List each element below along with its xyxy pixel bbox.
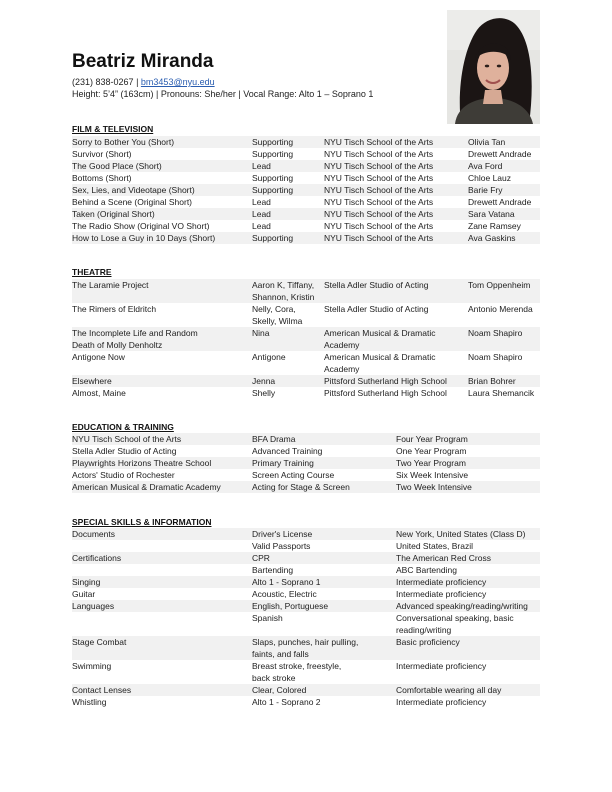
edu-program: Primary Training [252,458,314,468]
film-school: NYU Tisch School of the Arts [324,137,434,147]
film-role: Supporting [252,233,294,243]
skill-detail: Clear, Colored [252,685,307,695]
play-title: The Laramie Project [72,280,149,290]
skill-detail: Driver's License [252,529,313,539]
table-row [72,208,540,220]
film-school: NYU Tisch School of the Arts [324,185,434,195]
table-row [72,600,540,612]
edu-length: One Year Program [396,446,467,456]
film-director: Ava Gaskins [468,233,516,243]
film-director: Ava Ford [468,161,503,171]
table-row [72,279,540,303]
play-role: Aaron K, Tiffany, [252,280,315,290]
play-title-cont: Death of Molly Denholtz [72,340,163,350]
play-venue-cont: Academy [324,340,360,350]
film-school: NYU Tisch School of the Arts [324,161,434,171]
play-venue: American Musical & Dramatic [324,352,436,362]
edu-program: Screen Acting Course [252,470,335,480]
skill-detail-cont: back stroke [252,673,296,683]
play-role: Nelly, Cora, [252,304,296,314]
film-title: Behind a Scene (Original Short) [72,197,193,207]
play-role: Shelly [252,388,276,398]
skill-detail: Spanish [252,613,283,623]
play-role: Jenna [252,376,276,386]
play-venue-cont: Academy [324,364,360,374]
film-director: Zane Ramsey [468,221,521,231]
film-role: Lead [252,197,271,207]
edu-length: Six Week Intensive [396,470,469,480]
film-title: Taken (Original Short) [72,209,155,219]
play-title: The Rimers of Eldritch [72,304,157,314]
table-row [72,612,540,636]
play-venue: Stella Adler Studio of Acting [324,304,429,314]
table-row [72,160,540,172]
film-title: Bottoms (Short) [72,173,132,183]
edu-school: NYU Tisch School of the Arts [72,434,182,444]
table-row [72,220,540,232]
physical-details: Height: 5’4” (163cm) | Pronouns: She/her | Vocal Range: Alto 1 – Soprano 1 [72,89,374,99]
table-row [72,327,540,351]
skill-label: Singing [72,577,101,587]
table-row [72,576,540,588]
play-venue: American Musical & Dramatic [324,328,436,338]
table-row [72,387,540,399]
play-role-cont: Skelly, Wilma [252,316,303,326]
skill-level: New York, United States (Class D) [396,529,526,539]
film-school: NYU Tisch School of the Arts [324,149,434,159]
play-director: Laura Shemancik [468,388,535,398]
film-role: Lead [252,209,271,219]
edu-school: Actors' Studio of Rochester [72,470,175,480]
table-row [72,433,540,445]
edu-program: BFA Drama [252,434,296,444]
contact-line [72,76,215,88]
skill-level: Intermediate proficiency [396,589,487,599]
skill-label: Stage Combat [72,637,127,647]
skill-label: Certifications [72,553,122,563]
skill-level: Intermediate proficiency [396,577,487,587]
edu-school: Stella Adler Studio of Acting [72,446,177,456]
film-director: Barie Fry [468,185,503,195]
skill-level: United States, Brazil [396,541,474,551]
education-table [72,433,540,493]
table-row [72,445,540,457]
play-venue: Stella Adler Studio of Acting [324,280,429,290]
table-row [72,469,540,481]
actor-name: Beatriz Miranda [72,51,214,72]
film-school: NYU Tisch School of the Arts [324,221,434,231]
film-title: Survivor (Short) [72,149,132,159]
table-row [72,588,540,600]
skills-table [72,528,540,708]
table-row [72,660,540,684]
film-role: Supporting [252,137,294,147]
play-title: Elsewhere [72,376,112,386]
skill-detail: CPR [252,553,270,563]
film-title: The Radio Show (Original VO Short) [72,221,210,231]
table-row [72,696,540,708]
edu-school: Playwrights Horizons Theatre School [72,458,212,468]
skill-label: Whistling [72,697,107,707]
theatre-table [72,279,540,399]
film-role: Lead [252,221,271,231]
edu-school: American Musical & Dramatic Academy [72,482,221,492]
email-link[interactable]: bm3453@nyu.edu [140,77,215,87]
film-director: Sara Vatana [468,209,515,219]
play-director: Antonio Merenda [468,304,533,314]
edu-length: Four Year Program [396,434,468,444]
film-school: NYU Tisch School of the Arts [324,209,434,219]
play-director: Noam Shapiro [468,352,523,362]
film-director: Olivia Tan [468,137,506,147]
skill-level: Comfortable wearing all day [396,685,502,695]
play-director: Noam Shapiro [468,328,523,338]
play-title: Antigone Now [72,352,125,362]
play-role-cont: Shannon, Kristin [252,292,315,302]
separator: | [136,77,139,87]
table-row [72,172,540,184]
edu-program: Advanced Training [252,446,323,456]
play-director: Tom Oppenheim [468,280,531,290]
play-title: Almost, Maine [72,388,126,398]
skill-level-cont: reading/writing [396,625,452,635]
film-title: Sex, Lies, and Videotape (Short) [72,185,195,195]
film-director: Drewett Andrade [468,197,532,207]
skill-detail: Alto 1 - Soprano 2 [252,697,321,707]
table-row [72,684,540,696]
film-role: Supporting [252,149,294,159]
table-row [72,540,540,552]
table-row [72,528,540,540]
play-role: Nina [252,328,270,338]
film-section-title: FILM & TELEVISION [72,124,154,134]
skill-label: Guitar [72,589,96,599]
play-director: Brian Bohrer [468,376,516,386]
theatre-section-title: THEATRE [72,267,112,277]
table-row [72,636,540,660]
film-title: Sorry to Bother You (Short) [72,137,175,147]
table-row [72,564,540,576]
skill-level: Conversational speaking, basic [396,613,514,623]
education-section-title: EDUCATION & TRAINING [72,422,174,432]
table-row [72,481,540,493]
edu-program: Acting for Stage & Screen [252,482,350,492]
table-row [72,196,540,208]
play-venue: Pittsford Sutherland High School [324,388,447,398]
skill-detail: Alto 1 - Soprano 1 [252,577,321,587]
table-row [72,552,540,564]
play-venue: Pittsford Sutherland High School [324,376,447,386]
table-row [72,303,540,327]
film-school: NYU Tisch School of the Arts [324,233,434,243]
table-row [72,184,540,196]
table-row [72,136,540,148]
skill-level: ABC Bartending [396,565,457,575]
skill-label: Swimming [72,661,112,671]
skill-level: Intermediate proficiency [396,661,487,671]
film-title: How to Lose a Guy in 10 Days (Short) [72,233,216,243]
film-school: NYU Tisch School of the Arts [324,173,434,183]
film-school: NYU Tisch School of the Arts [324,197,434,207]
play-role: Antigone [252,352,286,362]
skill-level: Basic proficiency [396,637,460,647]
play-title: The Incomplete Life and Random [72,328,198,338]
skill-level: Intermediate proficiency [396,697,487,707]
skill-detail: English, Portuguese [252,601,329,611]
film-director: Drewett Andrade [468,149,532,159]
table-row [72,457,540,469]
skill-detail: Acoustic, Electric [252,589,317,599]
edu-length: Two Week Intensive [396,482,472,492]
skill-level: The American Red Cross [396,553,491,563]
table-row [72,232,540,244]
film-role: Supporting [252,185,294,195]
film-role: Lead [252,161,271,171]
skill-detail-cont: faints, and falls [252,649,309,659]
skill-label: Documents [72,529,115,539]
film-role: Supporting [252,173,294,183]
table-row [72,375,540,387]
headshot-photo [447,10,540,124]
skill-label: Languages [72,601,115,611]
table-row [72,148,540,160]
skill-level: Advanced speaking/reading/writing [396,601,528,611]
film-director: Chloe Lauz [468,173,512,183]
table-row [72,351,540,375]
skill-detail: Breast stroke, freestyle, [252,661,342,671]
film-title: The Good Place (Short) [72,161,162,171]
phone: (231) 838-0267 [72,77,134,87]
film-table [72,136,540,244]
skill-detail: Valid Passports [252,541,311,551]
skill-detail: Bartending [252,565,294,575]
skill-label: Contact Lenses [72,685,132,695]
skill-detail: Slaps, punches, hair pulling, [252,637,359,647]
skills-section-title: SPECIAL SKILLS & INFORMATION [72,517,212,527]
edu-length: Two Year Program [396,458,466,468]
